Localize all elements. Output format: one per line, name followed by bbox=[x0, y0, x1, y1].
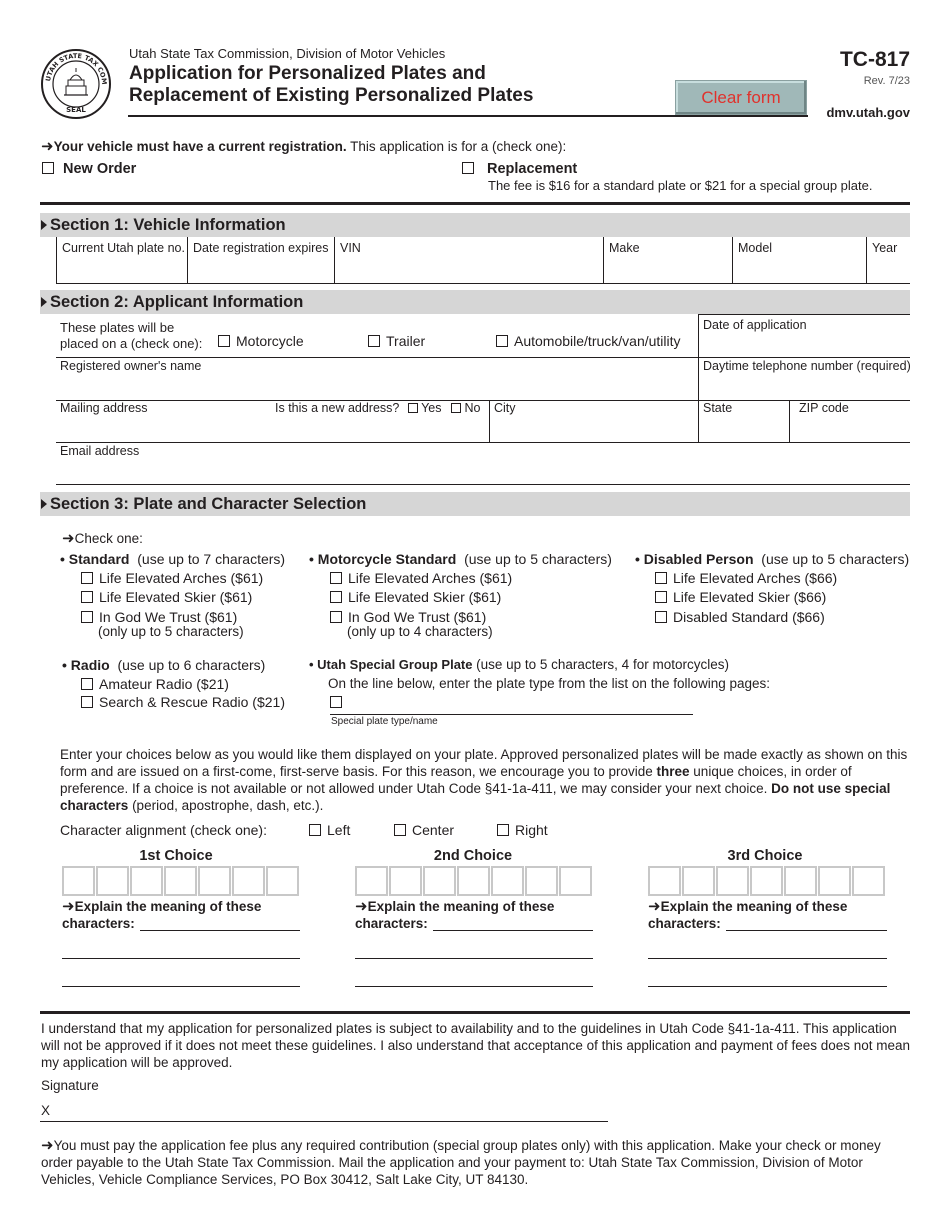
disabled-heading bbox=[635, 551, 909, 567]
arrow-icon: ➜ bbox=[41, 138, 54, 155]
state-seal bbox=[40, 48, 112, 120]
disabled-skier-checkbox[interactable] bbox=[655, 591, 667, 603]
input-year[interactable] bbox=[868, 256, 909, 282]
standard-heading bbox=[60, 551, 285, 567]
explain-line2: characters: bbox=[62, 916, 135, 931]
field-date-expires: Date registration expires bbox=[193, 241, 329, 255]
divider bbox=[698, 314, 910, 315]
divider bbox=[56, 283, 910, 284]
arrow-icon: ➜ bbox=[62, 898, 75, 915]
arrow-icon: ➜ bbox=[41, 1137, 54, 1154]
new-address-question bbox=[275, 401, 480, 415]
explain-line1: Explain the meaning of these bbox=[74, 899, 262, 914]
new-order-option[interactable] bbox=[42, 161, 136, 177]
choice-1-title: 1st Choice bbox=[139, 848, 213, 864]
disabled-note: (use up to 5 characters) bbox=[761, 551, 910, 567]
choice-3-char-cell[interactable] bbox=[750, 866, 783, 896]
disabled-standard-checkbox[interactable] bbox=[655, 611, 667, 623]
moto-skier-label: Life Elevated Skier ($61) bbox=[348, 589, 502, 605]
trailer-option[interactable] bbox=[368, 333, 425, 349]
moto-god-label: In God We Trust ($61) bbox=[348, 609, 487, 625]
radio-note: (use up to 6 characters) bbox=[117, 657, 266, 673]
standard-god-label: In God We Trust ($61) bbox=[99, 609, 238, 625]
new-address-text: Is this a new address? bbox=[275, 401, 400, 415]
section1-title: Section 1: Vehicle Information bbox=[50, 216, 286, 234]
signature-label: Signature bbox=[41, 1078, 99, 1093]
replacement-fee-note: The fee is $16 for a standard plate or $21 for a special group plate. bbox=[488, 178, 873, 193]
divider bbox=[732, 237, 733, 284]
choice-3-char-cell[interactable] bbox=[852, 866, 885, 896]
clear-form-button[interactable]: Clear form bbox=[675, 80, 807, 115]
radio-option-rescue[interactable] bbox=[81, 694, 285, 710]
date-of-application-label: Date of application bbox=[703, 318, 807, 332]
field-vin: VIN bbox=[340, 241, 361, 255]
input-model[interactable] bbox=[734, 256, 865, 282]
standard-note: (use up to 7 characters) bbox=[137, 551, 286, 567]
choice-2-char-cell[interactable] bbox=[525, 866, 558, 896]
disabled-arches-checkbox[interactable] bbox=[655, 572, 667, 584]
align-right-checkbox[interactable] bbox=[497, 824, 509, 836]
standard-sub-note: (only up to 5 characters) bbox=[98, 624, 244, 639]
trailer-checkbox[interactable] bbox=[368, 335, 380, 347]
form-number: TC-817 bbox=[839, 48, 910, 71]
align-left-option[interactable] bbox=[309, 822, 350, 838]
choice-2-char-cell[interactable] bbox=[355, 866, 388, 896]
field-year: Year bbox=[872, 241, 898, 255]
plates-placed-line1: These plates will be bbox=[60, 320, 175, 335]
align-right-label: Right bbox=[515, 822, 548, 838]
explain-line1: Explain the meaning of these bbox=[367, 899, 555, 914]
new-address-yes-checkbox[interactable] bbox=[408, 403, 418, 413]
divider bbox=[334, 237, 335, 284]
choice-3-explain-line[interactable] bbox=[648, 986, 887, 987]
input-vin[interactable] bbox=[336, 256, 602, 282]
standard-god-checkbox[interactable] bbox=[81, 611, 93, 623]
radio-option-amateur[interactable] bbox=[81, 676, 229, 692]
standard-option-arches[interactable] bbox=[81, 570, 263, 586]
automobile-label: Automobile/truck/van/utility bbox=[514, 333, 681, 349]
signature-line bbox=[40, 1121, 608, 1122]
automobile-option[interactable] bbox=[496, 333, 681, 349]
instructions-no-special: Do not use special characters bbox=[60, 781, 891, 813]
choice-2-char-cell[interactable] bbox=[389, 866, 422, 896]
registration-notice-rest: This application is for a (check one): bbox=[346, 139, 567, 154]
align-right-option[interactable] bbox=[497, 822, 548, 838]
standard-skier-checkbox[interactable] bbox=[81, 591, 93, 603]
special-plate-label: Special plate type/name bbox=[331, 716, 438, 727]
moto-option-god[interactable] bbox=[330, 609, 486, 625]
disabled-head: • Disabled Person bbox=[635, 551, 754, 567]
radio-rescue-checkbox[interactable] bbox=[81, 696, 93, 708]
intro-divider bbox=[40, 202, 910, 205]
radio-amateur-label: Amateur Radio ($21) bbox=[99, 676, 229, 692]
moto-option-skier[interactable] bbox=[330, 589, 501, 605]
choice-2-explain-line[interactable] bbox=[433, 930, 593, 931]
signature-x: X bbox=[41, 1103, 51, 1118]
disabled-option-arches[interactable] bbox=[655, 570, 837, 586]
check-one-label bbox=[62, 529, 143, 547]
choice-3-char-cell[interactable] bbox=[682, 866, 715, 896]
moto-note: (use up to 5 characters) bbox=[464, 551, 612, 567]
new-order-checkbox[interactable] bbox=[42, 162, 54, 174]
align-center-label: Center bbox=[412, 822, 455, 838]
owner-name-label: Registered owner's name bbox=[60, 359, 202, 373]
moto-skier-checkbox[interactable] bbox=[330, 591, 342, 603]
form-title-line1: Application for Personalized Plates and bbox=[129, 63, 486, 84]
special-note: (use up to 5 characters, 4 for motorcycles) bbox=[476, 657, 729, 672]
disabled-skier-label: Life Elevated Skier ($66) bbox=[673, 589, 827, 605]
zip-input[interactable] bbox=[791, 418, 909, 441]
special-instruction: On the line below, enter the plate type from the list on the following pages: bbox=[328, 676, 771, 691]
disabled-option-skier[interactable] bbox=[655, 589, 826, 605]
section-arrow-icon bbox=[41, 499, 47, 509]
moto-sub-note: (only up to 4 characters) bbox=[347, 624, 493, 639]
align-center-option[interactable] bbox=[394, 822, 454, 838]
divider bbox=[866, 237, 867, 284]
instructions-three: three bbox=[656, 764, 690, 779]
standard-arches-checkbox[interactable] bbox=[81, 572, 93, 584]
section2-title: Section 2: Applicant Information bbox=[50, 293, 304, 311]
disabled-arches-label: Life Elevated Arches ($66) bbox=[673, 570, 838, 586]
choice-1-char-cell[interactable] bbox=[62, 866, 95, 896]
choice-1-char-cell[interactable] bbox=[130, 866, 163, 896]
replacement-checkbox[interactable] bbox=[462, 162, 474, 174]
trailer-label: Trailer bbox=[386, 333, 426, 349]
explain-line2: characters: bbox=[648, 916, 721, 931]
section3-title: Section 3: Plate and Character Selection bbox=[50, 495, 367, 513]
standard-head: • Standard bbox=[60, 551, 130, 567]
explain-line1: Explain the meaning of these bbox=[660, 899, 848, 914]
payment-text: You must pay the application fee plus any required contribution (special group plates only) with this application. Make your check or money order payable to the Utah State Tax Commission. Mail the application and your payment to: Utah State Tax Commission, Division of Motor Vehicles, Vehicle Compliance Services, PO Box 30412, Salt Lake City, UT 84130. bbox=[41, 1138, 881, 1187]
choice-1-char-cell[interactable] bbox=[198, 866, 231, 896]
radio-amateur-checkbox[interactable] bbox=[81, 678, 93, 690]
explain-line2: characters: bbox=[355, 916, 428, 931]
registration-notice-bold: Your vehicle must have a current registration. bbox=[53, 139, 347, 154]
divider bbox=[187, 237, 188, 284]
date-of-application-input[interactable] bbox=[700, 334, 909, 356]
instructions-part-c: (period, apostrophe, dash, etc.). bbox=[128, 798, 324, 813]
choice-1-explain-line[interactable] bbox=[62, 958, 300, 959]
email-label: Email address bbox=[60, 444, 140, 458]
check-one-text: Check one: bbox=[74, 531, 143, 546]
choice-3-char-cell[interactable] bbox=[648, 866, 681, 896]
choice-3-title: 3rd Choice bbox=[727, 848, 803, 864]
daytime-phone-input[interactable] bbox=[700, 374, 909, 398]
new-address-yes-label: Yes bbox=[421, 401, 442, 415]
divider bbox=[56, 442, 910, 443]
new-order-label: New Order bbox=[63, 161, 137, 177]
arrow-icon: ➜ bbox=[648, 898, 661, 915]
standard-skier-label: Life Elevated Skier ($61) bbox=[99, 589, 253, 605]
new-address-no-checkbox[interactable] bbox=[451, 403, 461, 413]
choice-1-char-cell[interactable] bbox=[96, 866, 129, 896]
input-date-expires[interactable] bbox=[189, 256, 333, 282]
section2-header bbox=[40, 290, 910, 314]
divider bbox=[698, 314, 699, 443]
divider bbox=[330, 714, 693, 715]
instructions-paragraph bbox=[60, 746, 912, 814]
disabled-standard-label: Disabled Standard ($66) bbox=[673, 609, 825, 625]
seal-text: UTAH STATE TAX COM bbox=[44, 51, 109, 85]
choice-2-char-cell[interactable] bbox=[457, 866, 490, 896]
choice-2-char-cell[interactable] bbox=[423, 866, 456, 896]
field-make: Make bbox=[609, 241, 640, 255]
signature-input[interactable] bbox=[54, 1100, 608, 1120]
plates-placed-label bbox=[60, 320, 202, 352]
choice-3-explain-label bbox=[648, 898, 847, 932]
choice-2-char-cell[interactable] bbox=[491, 866, 524, 896]
payment-instructions bbox=[41, 1137, 911, 1188]
city-label: City bbox=[494, 401, 516, 415]
choice-1-explain-label bbox=[62, 898, 261, 932]
choice-2-explain-line[interactable] bbox=[355, 986, 593, 987]
mailing-address-input[interactable] bbox=[58, 418, 488, 441]
instructions-part-a: Enter your choices below as you would like them displayed on your plate. Approved personalized plates will be made exactly as shown on this form and are issued on a first-come, first-serve basis. For this reason, we encourage you to provide bbox=[60, 747, 908, 779]
section3-header bbox=[40, 492, 910, 516]
divider bbox=[56, 400, 910, 401]
choice-3-explain-line[interactable] bbox=[648, 958, 887, 959]
moto-head: • Motorcycle Standard bbox=[309, 551, 457, 567]
email-input[interactable] bbox=[58, 460, 908, 483]
moto-arches-label: Life Elevated Arches ($61) bbox=[348, 570, 513, 586]
choice-3-char-cell[interactable] bbox=[784, 866, 817, 896]
choice-3-char-cell[interactable] bbox=[716, 866, 749, 896]
plates-placed-line2: placed on a (check one): bbox=[60, 336, 203, 351]
replacement-label: Replacement bbox=[487, 161, 578, 177]
choice-1-char-cell[interactable] bbox=[232, 866, 265, 896]
input-current-plate[interactable] bbox=[58, 256, 186, 282]
choice-1-explain-line[interactable] bbox=[140, 930, 300, 931]
divider bbox=[56, 357, 910, 358]
radio-rescue-label: Search & Rescue Radio ($21) bbox=[99, 694, 285, 710]
choice-2-explain-label bbox=[355, 898, 554, 932]
choice-3-char-cell[interactable] bbox=[818, 866, 851, 896]
automobile-checkbox[interactable] bbox=[496, 335, 508, 347]
website: dmv.utah.gov bbox=[826, 105, 910, 120]
motorcycle-checkbox[interactable] bbox=[218, 335, 230, 347]
choice-3-explain-line[interactable] bbox=[726, 930, 887, 931]
zip-label: ZIP code bbox=[799, 401, 849, 415]
special-head: • Utah Special Group Plate bbox=[309, 657, 473, 672]
mailing-address-label: Mailing address bbox=[60, 401, 148, 415]
divider bbox=[603, 237, 604, 284]
standard-arches-label: Life Elevated Arches ($61) bbox=[99, 570, 264, 586]
divider bbox=[489, 400, 490, 443]
state-label: State bbox=[703, 401, 733, 415]
alignment-label: Character alignment (check one): bbox=[60, 822, 267, 838]
moto-heading bbox=[309, 551, 612, 567]
choice-2-title: 2nd Choice bbox=[433, 848, 513, 864]
arrow-icon: ➜ bbox=[62, 530, 75, 547]
daytime-phone-label: Daytime telephone number (required) bbox=[703, 359, 911, 373]
align-left-checkbox[interactable] bbox=[309, 824, 321, 836]
input-make[interactable] bbox=[605, 256, 731, 282]
moto-arches-checkbox[interactable] bbox=[330, 572, 342, 584]
motorcycle-option[interactable] bbox=[218, 333, 304, 349]
field-model: Model bbox=[738, 241, 773, 255]
new-address-no-label: No bbox=[464, 401, 481, 415]
radio-heading bbox=[62, 657, 265, 673]
standard-option-god[interactable] bbox=[81, 609, 237, 625]
moto-option-arches[interactable] bbox=[330, 570, 512, 586]
disabled-option-standard[interactable] bbox=[655, 609, 825, 625]
choice-2-explain-line[interactable] bbox=[355, 958, 593, 959]
divider bbox=[789, 400, 790, 443]
section-arrow-icon bbox=[41, 220, 47, 230]
section-arrow-icon bbox=[41, 297, 47, 307]
state-input[interactable] bbox=[700, 418, 788, 441]
footer-divider bbox=[40, 1011, 910, 1014]
choice-2-char-cell[interactable] bbox=[559, 866, 592, 896]
moto-god-checkbox[interactable] bbox=[330, 611, 342, 623]
divider bbox=[56, 237, 57, 284]
standard-option-skier[interactable] bbox=[81, 589, 252, 605]
city-input[interactable] bbox=[491, 418, 697, 441]
choice-1-char-cell[interactable] bbox=[266, 866, 299, 896]
motorcycle-label: Motorcycle bbox=[236, 333, 304, 349]
section1-header bbox=[40, 213, 910, 237]
agency-name: Utah State Tax Commission, Division of Motor Vehicles bbox=[129, 46, 446, 61]
arrow-icon: ➜ bbox=[355, 898, 368, 915]
special-heading bbox=[309, 657, 729, 672]
understanding-statement: I understand that my application for personalized plates is subject to availability and to the guidelines in Utah Code §41-1a-411. This application will not be approved if it does not meet these guidelines. I also understand that acceptance of this application and payment of fees does not mean my application will be approved. bbox=[41, 1021, 911, 1070]
revision-date: Rev. 7/23 bbox=[863, 75, 910, 87]
title-underline bbox=[128, 115, 808, 117]
special-plate-input[interactable] bbox=[348, 694, 693, 714]
choice-1-char-cell[interactable] bbox=[164, 866, 197, 896]
field-current-plate: Current Utah plate no. bbox=[62, 241, 185, 255]
replacement-option[interactable] bbox=[462, 161, 577, 177]
form-title-line2: Replacement of Existing Personalized Plates bbox=[129, 85, 534, 106]
special-group-checkbox[interactable] bbox=[330, 696, 342, 708]
radio-head: • Radio bbox=[62, 657, 110, 673]
align-left-label: Left bbox=[327, 822, 351, 838]
owner-name-input[interactable] bbox=[58, 374, 696, 398]
registration-notice bbox=[41, 137, 566, 155]
align-center-checkbox[interactable] bbox=[394, 824, 406, 836]
seal-bottom-text: SEAL bbox=[66, 106, 86, 114]
choice-1-explain-line[interactable] bbox=[62, 986, 300, 987]
instructions-part-b: unique choices, in order of preference. If a choice is not available or not allowed under Utah Code §41-1a-411, we may consider your next choice. bbox=[60, 764, 852, 796]
divider bbox=[56, 484, 910, 485]
